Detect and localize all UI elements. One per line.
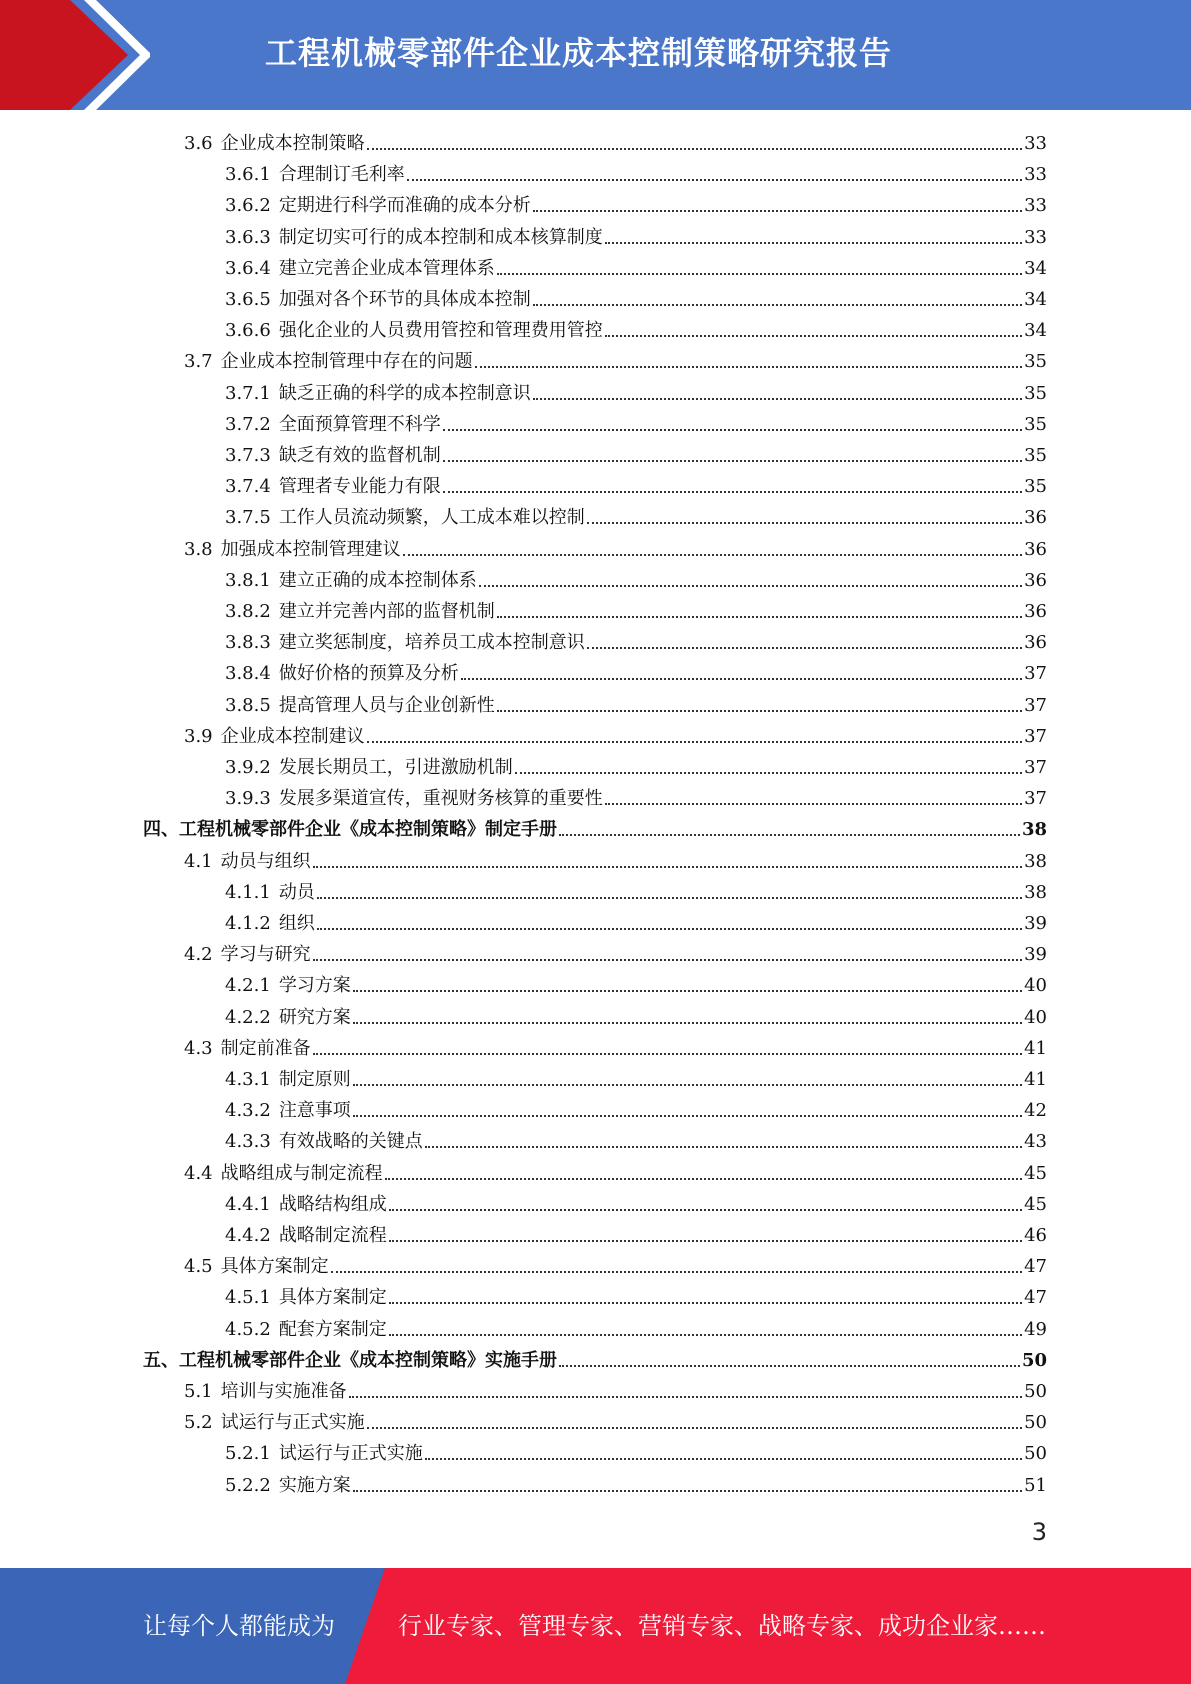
toc-dot-leader (349, 1396, 1022, 1398)
toc-entry[interactable] (225, 596, 1047, 627)
toc-entry-label (225, 222, 603, 253)
toc-dot-leader (317, 928, 1022, 930)
toc-dot-leader (353, 990, 1022, 992)
toc-entry-label (225, 690, 495, 721)
toc-entry-text: 五、工程机械零部件企业《成本控制策略》实施手册 (143, 1349, 557, 1371)
toc-entry[interactable] (225, 190, 1047, 221)
toc-entry-label (225, 471, 441, 502)
toc-dot-leader (443, 460, 1022, 462)
toc-entry-label (184, 128, 365, 159)
toc-entry-page: 45 (1024, 1162, 1047, 1184)
toc-entry-text: 研究方案 (278, 1006, 351, 1028)
toc-entry-text: 做好价格的预算及分析 (278, 663, 459, 685)
toc-entry-text: 战略组成与制定流程 (220, 1162, 383, 1184)
toc-entry[interactable] (225, 471, 1047, 502)
toc-entry[interactable] (225, 502, 1047, 533)
toc-entry-text: 组织 (278, 913, 315, 934)
toc-dot-leader (389, 1302, 1022, 1304)
toc-entry-text: 缺乏正确的科学的成本控制意识 (278, 382, 531, 404)
toc-entry-number: 4.4.1 (225, 1193, 271, 1215)
page-number: 3 (1031, 1518, 1047, 1546)
toc-entry-text: 发展长期员工，引进激励机制 (278, 757, 513, 778)
toc-dot-leader (313, 866, 1022, 868)
toc-entry-page: 38 (1021, 819, 1047, 841)
toc-entry-label (225, 596, 495, 627)
toc-entry-number: 4.5 (184, 1256, 213, 1278)
toc-entry-label (225, 440, 441, 471)
toc-entry-page: 47 (1024, 1256, 1047, 1278)
toc-dot-leader (425, 1458, 1022, 1460)
toc-entry-label (225, 752, 513, 783)
toc-entry-page: 39 (1024, 913, 1047, 934)
toc-entry-text: 有效战略的关键点 (278, 1131, 423, 1153)
toc-entry-number: 4.5.2 (225, 1318, 271, 1340)
toc-entry[interactable] (184, 1251, 1047, 1282)
toc-entry-label (225, 1189, 387, 1220)
toc-dot-leader (353, 1084, 1022, 1086)
toc-entry[interactable] (225, 783, 1047, 814)
toc-dot-leader (497, 710, 1022, 712)
toc-entry-text: 工作人员流动频繁，人工成本难以控制 (278, 507, 585, 529)
toc-entry-number: 3.8.2 (225, 601, 271, 622)
toc-entry-label (225, 1064, 351, 1095)
toc-entry-number: 3.9.2 (225, 757, 271, 778)
toc-entry-text: 注意事项 (278, 1100, 351, 1122)
toc-dot-leader (605, 242, 1022, 244)
toc-entry-number: 3.7.3 (225, 445, 271, 466)
toc-entry-number: 4.3.1 (225, 1069, 271, 1090)
toc-entry-number: 5.1 (184, 1381, 213, 1402)
toc-entry-number: 4.3 (184, 1037, 213, 1059)
toc-dot-leader (407, 179, 1022, 181)
toc-entry-page: 51 (1024, 1474, 1047, 1496)
toc-entry-label (225, 1002, 351, 1033)
toc-entry-label (225, 1314, 387, 1345)
toc-dot-leader (443, 491, 1022, 493)
toc-entry[interactable] (225, 565, 1047, 596)
toc-entry-label (184, 1376, 347, 1407)
toc-entry-page: 50 (1021, 1349, 1047, 1371)
toc-entry-number: 4.1.2 (225, 913, 271, 934)
toc-entry-number: 5.2.1 (225, 1443, 271, 1465)
toc-entry-label (184, 1033, 311, 1064)
toc-entry-text: 实施方案 (278, 1474, 351, 1496)
toc-entry[interactable] (225, 378, 1047, 409)
toc-entry-number: 4.3.3 (225, 1131, 271, 1153)
toc-entry-text: 加强成本控制管理建议 (220, 538, 401, 560)
toc-entry-number: 3.6.6 (225, 320, 271, 342)
toc-entry-text: 学习与研究 (220, 944, 311, 966)
toc-entry-page: 36 (1024, 601, 1047, 622)
toc-entry[interactable] (225, 1470, 1047, 1501)
toc-entry-number: 3.8.4 (225, 663, 271, 685)
toc-dot-leader (461, 678, 1022, 680)
toc-dot-leader (367, 741, 1022, 743)
toc-entry-text: 缺乏有效的监督机制 (278, 445, 441, 466)
toc-entry-page: 33 (1024, 133, 1047, 154)
toc-entry-text: 具体方案制定 (278, 1287, 387, 1309)
toc-entry-page: 35 (1024, 445, 1047, 466)
toc-entry[interactable] (225, 877, 1047, 908)
toc-entry-page: 45 (1024, 1193, 1047, 1215)
toc-entry-page: 49 (1024, 1318, 1047, 1340)
toc-entry-page: 50 (1024, 1443, 1047, 1465)
toc-entry-number: 4.4 (184, 1162, 213, 1184)
toc-entry-number: 3.8.5 (225, 694, 271, 716)
toc-entry-number: 4.5.1 (225, 1287, 271, 1309)
toc-dot-leader (497, 273, 1022, 275)
toc-entry-text: 四、工程机械零部件企业《成本控制策略》制定手册 (143, 819, 557, 841)
toc-entry-text: 战略结构组成 (278, 1193, 387, 1215)
toc-entry-label (225, 783, 603, 814)
toc-entry-text: 建立正确的成本控制体系 (278, 569, 477, 591)
toc-entry-text: 定期进行科学而准确的成本分析 (278, 195, 531, 217)
toc-entry-number: 3.6 (184, 133, 213, 154)
toc-entry[interactable] (184, 721, 1047, 752)
toc-entry-label (225, 253, 495, 284)
toc-dot-leader (475, 366, 1022, 368)
toc-entry-text: 建立完善企业成本管理体系 (278, 257, 495, 279)
toc-entry[interactable] (184, 534, 1047, 565)
toc-entry[interactable] (225, 315, 1047, 346)
toc-entry[interactable] (225, 440, 1047, 471)
toc-entry-page: 50 (1024, 1381, 1047, 1402)
toc-entry-text: 全面预算管理不科学 (278, 413, 441, 435)
toc-dot-leader (367, 148, 1022, 150)
toc-entry-page: 50 (1024, 1412, 1047, 1434)
toc-entry-number: 4.2.1 (225, 975, 271, 997)
toc-dot-leader (353, 1490, 1022, 1492)
toc-entry-number: 3.8.3 (225, 632, 271, 654)
toc-entry-label (225, 315, 603, 346)
toc-entry-number: 3.6.1 (225, 164, 271, 186)
toc-entry-page: 37 (1024, 663, 1047, 685)
toc-entry[interactable] (225, 1002, 1047, 1033)
toc-entry-page: 40 (1024, 1006, 1047, 1028)
toc-entry-text: 建立并完善内部的监督机制 (278, 601, 495, 622)
toc-entry-text: 具体方案制定 (220, 1256, 329, 1278)
header-red-chevron (0, 0, 150, 110)
toc-dot-leader (479, 585, 1022, 587)
toc-entry[interactable] (225, 1126, 1047, 1157)
toc-entry-page: 36 (1024, 507, 1047, 529)
toc-entry-text: 企业成本控制建议 (220, 725, 365, 747)
toc-entry-text: 制定原则 (278, 1069, 351, 1090)
toc-entry[interactable] (225, 1189, 1047, 1220)
toc-entry-number: 3.8.1 (225, 569, 271, 591)
toc-entry-page: 37 (1024, 725, 1047, 747)
toc-entry-label (143, 1345, 557, 1376)
toc-entry[interactable] (225, 1282, 1047, 1313)
toc-entry-label (184, 1251, 329, 1282)
toc-entry-number: 3.6.5 (225, 289, 271, 310)
toc-entry[interactable] (225, 1438, 1047, 1469)
toc-dot-leader (587, 647, 1022, 649)
toc-entry-number: 4.4.2 (225, 1225, 271, 1246)
toc-entry[interactable] (184, 128, 1047, 159)
toc-entry-label (184, 939, 311, 970)
toc-dot-leader (533, 398, 1022, 400)
toc-entry-page: 38 (1024, 850, 1047, 872)
toc-entry[interactable] (184, 1033, 1047, 1064)
toc-entry[interactable] (225, 690, 1047, 721)
toc-entry[interactable] (225, 409, 1047, 440)
toc-entry-number: 3.6.4 (225, 257, 271, 279)
toc-entry-page: 37 (1024, 694, 1047, 716)
toc-entry-page: 36 (1024, 632, 1047, 654)
toc-entry-text: 合理制订毛利率 (278, 164, 405, 186)
toc-dot-leader (389, 1334, 1022, 1336)
toc-entry-text: 试运行与正式实施 (278, 1443, 423, 1465)
toc-entry[interactable] (225, 970, 1047, 1001)
toc-dot-leader (317, 897, 1022, 899)
toc-entry-page: 33 (1024, 195, 1047, 217)
toc-entry-label (225, 1095, 351, 1126)
toc-entry-text: 强化企业的人员费用管控和管理费用管控 (278, 320, 603, 342)
toc-dot-leader (313, 959, 1022, 961)
toc-entry-label (225, 1220, 387, 1251)
toc-dot-leader (533, 304, 1022, 306)
toc-entry-label (225, 1282, 387, 1313)
toc-entry-page: 35 (1024, 476, 1047, 498)
toc-entry-text: 战略制定流程 (278, 1225, 387, 1246)
toc-entry-number: 4.3.2 (225, 1100, 271, 1122)
toc-entry-label (184, 846, 311, 877)
toc-entry[interactable] (225, 752, 1047, 783)
toc-dot-leader (559, 834, 1020, 836)
toc-entry[interactable] (225, 1064, 1047, 1095)
toc-entry-label (184, 721, 365, 752)
toc-entry[interactable] (225, 1095, 1047, 1126)
toc-entry-page: 35 (1024, 413, 1047, 435)
toc-entry-number: 3.7.1 (225, 382, 271, 404)
toc-entry[interactable] (225, 159, 1047, 190)
toc-dot-leader (403, 554, 1022, 556)
toc-entry-number: 3.7 (184, 351, 213, 373)
toc-entry-number: 4.1.1 (225, 881, 271, 903)
toc-dot-leader (515, 772, 1022, 774)
toc-dot-leader (605, 803, 1022, 805)
toc-entry-text: 管理者专业能力有限 (278, 476, 441, 498)
toc-dot-leader (389, 1209, 1022, 1211)
toc-entry-number: 3.9.3 (225, 788, 271, 810)
toc-entry-text: 企业成本控制策略 (220, 133, 365, 154)
toc-entry-text: 培训与实施准备 (220, 1381, 347, 1402)
toc-entry-text: 提高管理人员与企业创新性 (278, 694, 495, 716)
toc-entry[interactable] (184, 939, 1047, 970)
toc-entry[interactable] (225, 222, 1047, 253)
toc-entry-label (225, 1438, 423, 1469)
toc-entry-page: 33 (1024, 164, 1047, 186)
toc-entry-text: 试运行与正式实施 (220, 1412, 365, 1434)
toc-entry[interactable] (184, 1158, 1047, 1189)
document-title: 工程机械零部件企业成本控制策略研究报告 (265, 34, 893, 72)
toc-entry-page: 46 (1024, 1225, 1047, 1246)
toc-entry-label (184, 1158, 383, 1189)
toc-dot-leader (533, 210, 1022, 212)
toc-entry[interactable] (184, 846, 1047, 877)
toc-entry-page: 34 (1024, 320, 1047, 342)
toc-entry-label (225, 877, 315, 908)
toc-entry[interactable] (225, 1314, 1047, 1345)
toc-entry-page: 34 (1024, 257, 1047, 279)
toc-entry-page: 34 (1024, 289, 1047, 310)
toc-entry-page: 41 (1024, 1037, 1047, 1059)
toc-entry-label (225, 190, 531, 221)
toc-entry-text: 配套方案制定 (278, 1318, 387, 1340)
toc-entry-label (184, 1407, 365, 1438)
toc-entry-number: 3.7.5 (225, 507, 271, 529)
toc-entry-label (184, 534, 401, 565)
toc-entry-number: 3.6.3 (225, 226, 271, 248)
toc-entry-text: 建立奖惩制度，培养员工成本控制意识 (278, 632, 585, 654)
toc-entry-number: 4.2.2 (225, 1006, 271, 1028)
toc-entry-text: 发展多渠道宣传，重视财务核算的重要性 (278, 788, 603, 810)
toc-entry-page: 47 (1024, 1287, 1047, 1309)
toc-entry-number: 5.2 (184, 1412, 213, 1434)
toc-entry-page: 33 (1024, 226, 1047, 248)
toc-entry-text: 企业成本控制管理中存在的问题 (220, 351, 473, 373)
toc-entry-label (225, 565, 477, 596)
toc-entry-label (225, 1470, 351, 1501)
toc-entry-number: 3.7.4 (225, 476, 271, 498)
toc-entry[interactable] (225, 658, 1047, 689)
toc-entry-label (225, 1126, 423, 1157)
toc-entry[interactable] (225, 908, 1047, 939)
toc-dot-leader (559, 1365, 1020, 1367)
toc-entry-label (225, 658, 459, 689)
toc-dot-leader (425, 1146, 1022, 1148)
toc-entry-label (225, 159, 405, 190)
toc-entry[interactable] (143, 1345, 1047, 1376)
toc-entry-label (225, 627, 585, 658)
toc-entry-label (225, 502, 585, 533)
toc-entry-label (143, 814, 557, 845)
toc-entry-text: 加强对各个环节的具体成本控制 (278, 289, 531, 310)
toc-entry-page: 40 (1024, 975, 1047, 997)
toc-entry-text: 动员 (278, 881, 315, 903)
toc-dot-leader (353, 1022, 1022, 1024)
toc-dot-leader (389, 1240, 1022, 1242)
toc-entry-page: 42 (1024, 1100, 1047, 1122)
footer-slogan-left: 让每个人都能成为 (143, 1612, 335, 1640)
footer-slogan-right: 行业专家、管理专家、营销专家、战略专家、成功企业家…… (398, 1612, 1046, 1640)
toc-dot-leader (331, 1271, 1022, 1273)
toc-entry[interactable] (184, 1376, 1047, 1407)
toc-dot-leader (313, 1053, 1022, 1055)
toc-dot-leader (497, 616, 1022, 618)
toc-entry-label (225, 970, 351, 1001)
page-footer (0, 1568, 1191, 1684)
toc-entry-page: 36 (1024, 569, 1047, 591)
toc-entry-text: 制定切实可行的成本控制和成本核算制度 (278, 226, 603, 248)
toc-entry-text: 学习方案 (278, 975, 351, 997)
toc-dot-leader (367, 1427, 1022, 1429)
toc-entry-page: 38 (1024, 881, 1047, 903)
toc-entry[interactable] (225, 1220, 1047, 1251)
toc-entry-text: 动员与组织 (220, 850, 311, 872)
page-header (0, 0, 1191, 110)
toc-entry-number: 3.8 (184, 538, 213, 560)
toc-entry[interactable] (225, 253, 1047, 284)
toc-entry-number: 4.2 (184, 944, 213, 966)
toc-entry-label (225, 409, 441, 440)
toc-entry[interactable] (225, 284, 1047, 315)
toc-entry[interactable] (225, 627, 1047, 658)
toc-dot-leader (605, 335, 1022, 337)
toc-dot-leader (385, 1178, 1022, 1180)
toc-entry[interactable] (184, 346, 1047, 377)
toc-entry-page: 35 (1024, 382, 1047, 404)
toc-entry-number: 3.9 (184, 725, 213, 747)
toc-entry-page: 39 (1024, 944, 1047, 966)
toc-entry-number: 5.2.2 (225, 1474, 271, 1496)
toc-dot-leader (353, 1115, 1022, 1117)
toc-entry[interactable] (143, 814, 1047, 845)
toc-entry-label (225, 378, 531, 409)
toc-dot-leader (443, 429, 1022, 431)
toc-entry-page: 37 (1024, 757, 1047, 778)
toc-entry-page: 37 (1024, 788, 1047, 810)
toc-dot-leader (587, 522, 1022, 524)
toc-entry-number: 4.1 (184, 850, 213, 872)
toc-entry-page: 43 (1024, 1131, 1047, 1153)
toc-entry-number: 3.6.2 (225, 195, 271, 217)
toc-entry-page: 36 (1024, 538, 1047, 560)
toc-entry-text: 制定前准备 (220, 1037, 311, 1059)
toc-entry-label (184, 346, 473, 377)
toc-entry[interactable] (184, 1407, 1047, 1438)
toc-entry-number: 3.7.2 (225, 413, 271, 435)
toc-entry-page: 35 (1024, 351, 1047, 373)
toc-entry-label (225, 908, 315, 939)
toc-entry-label (225, 284, 531, 315)
toc-entry-page: 41 (1024, 1069, 1047, 1090)
